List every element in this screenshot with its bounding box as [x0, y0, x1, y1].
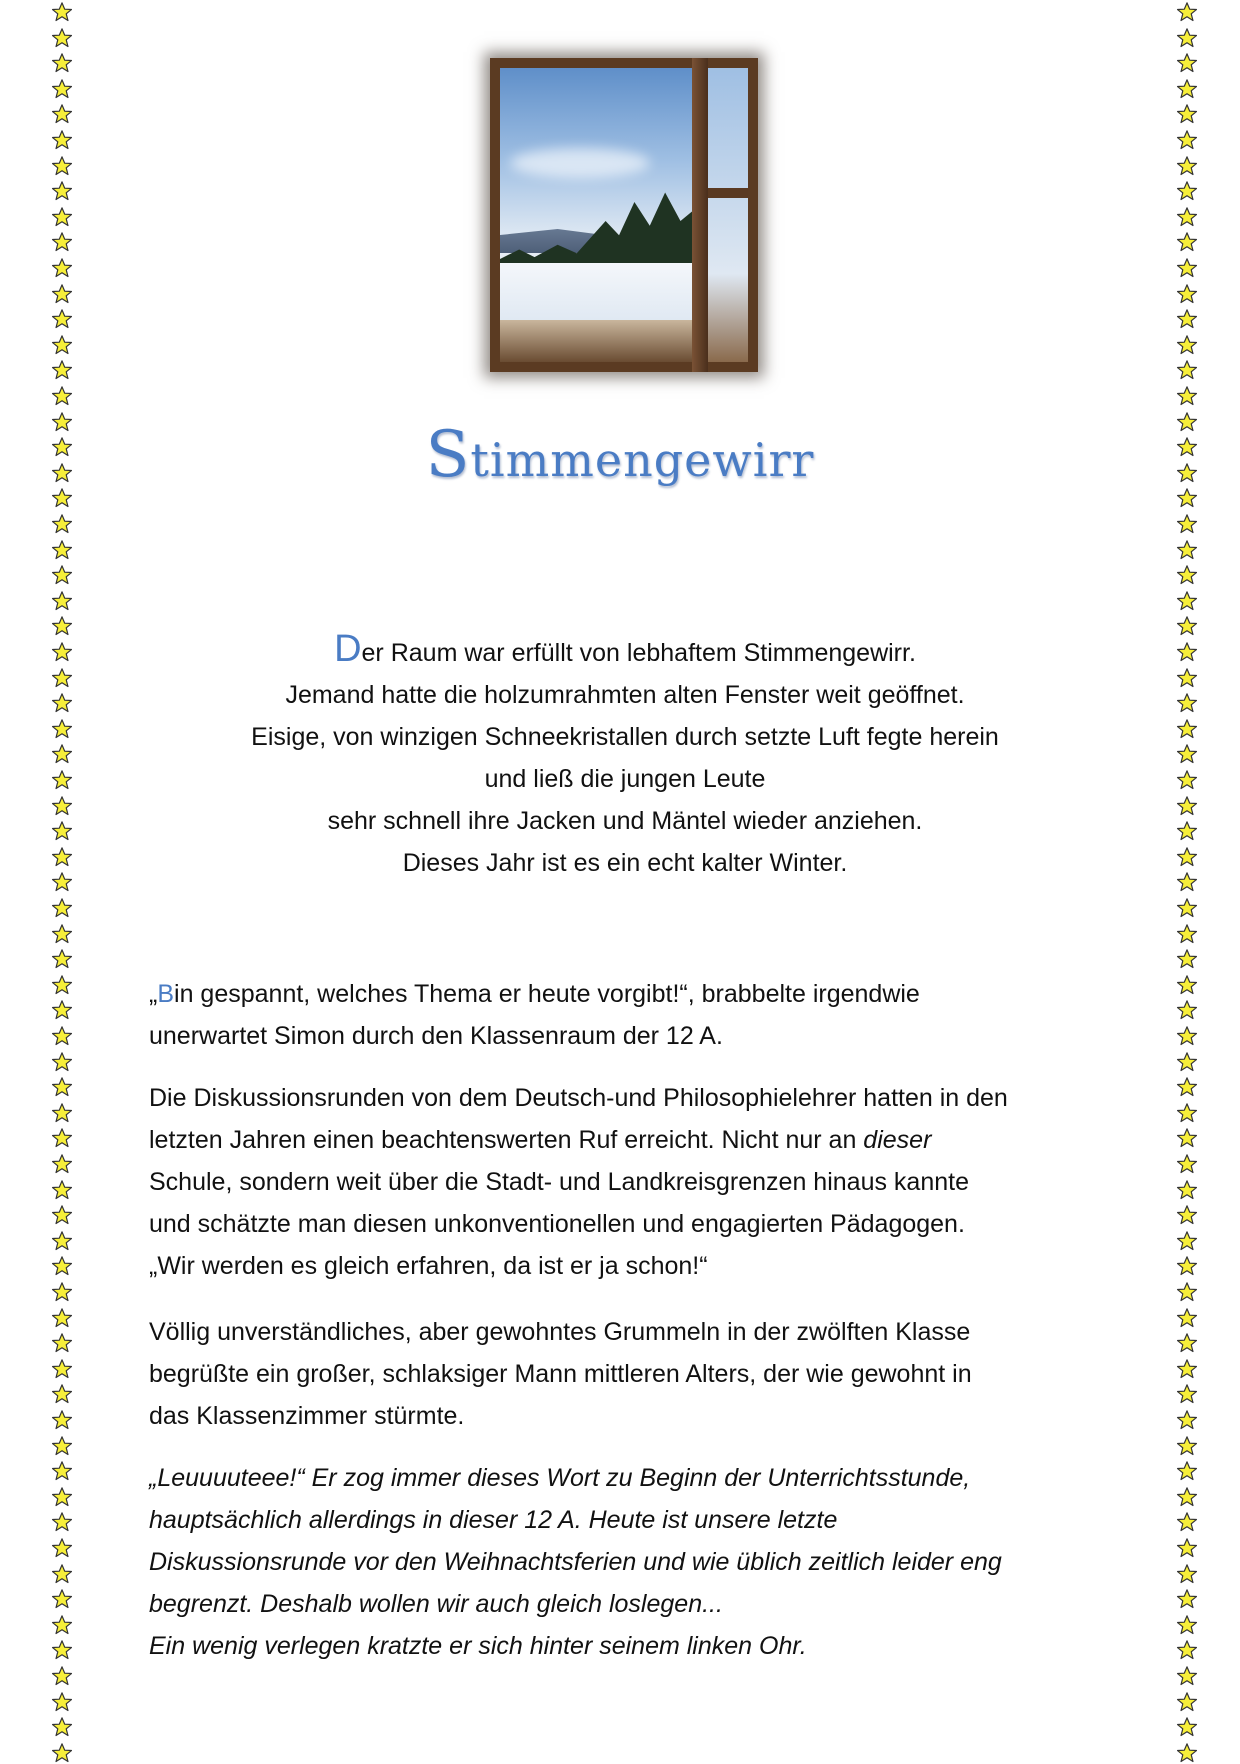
star-icon	[51, 1127, 73, 1149]
star-icon	[51, 180, 73, 202]
text-segment: letzten Jahren einen beachtenswerten Ruf erreicht. Nicht nur an	[149, 1126, 864, 1154]
star-icon	[1176, 564, 1198, 586]
star-icon	[1176, 1076, 1198, 1098]
star-icon	[51, 1716, 73, 1738]
text-line: und schätzte man diesen unkonventionellen und engagierten Pädagogen.	[149, 1210, 965, 1238]
star-icon	[51, 1332, 73, 1354]
star-icon	[1176, 1153, 1198, 1175]
star-icon	[51, 513, 73, 535]
star-icon	[1176, 1486, 1198, 1508]
star-icon	[1176, 1307, 1198, 1329]
star-icon	[1176, 1691, 1198, 1713]
photo-side-pane	[708, 68, 748, 362]
photo-window-sill	[500, 320, 692, 362]
text-line: das Klassenzimmer stürmte.	[149, 1402, 465, 1430]
intro-first-line: er Raum war erfüllt von lebhaftem Stimmengewirr.	[361, 639, 916, 667]
star-icon	[51, 1281, 73, 1303]
star-icon	[51, 1102, 73, 1124]
star-icon	[1176, 897, 1198, 919]
star-icon	[51, 923, 73, 945]
text-line	[149, 1119, 1099, 1161]
star-icon	[51, 539, 73, 561]
star-icon	[1176, 1435, 1198, 1457]
text-line: begrenzt. Deshalb wollen wir auch gleich loslegen...	[149, 1590, 723, 1618]
star-icon	[51, 129, 73, 151]
star-icon	[51, 359, 73, 381]
star-icon	[51, 974, 73, 996]
star-icon	[51, 1025, 73, 1047]
quote-mark: „	[149, 980, 158, 1008]
star-icon	[1176, 1358, 1198, 1380]
star-icon	[51, 1383, 73, 1405]
star-icon	[1176, 308, 1198, 330]
photo-snow	[500, 263, 692, 323]
star-icon	[51, 1537, 73, 1559]
page-title	[0, 418, 1240, 492]
star-icon	[1176, 1537, 1198, 1559]
star-icon	[1176, 1639, 1198, 1661]
star-icon	[1176, 385, 1198, 407]
star-icon	[51, 1307, 73, 1329]
paragraph-4	[149, 1457, 1099, 1667]
star-icon	[1176, 1127, 1198, 1149]
intro-line: Eisige, von winzigen Schneekristallen durch setzte Luft fegte herein	[251, 723, 999, 751]
star-icon	[1176, 1102, 1198, 1124]
star-icon	[51, 1665, 73, 1687]
star-icon	[1176, 1281, 1198, 1303]
star-icon	[1176, 52, 1198, 74]
emphasis-text: dieser	[863, 1126, 932, 1154]
text-line: Die Diskussionsrunden von dem Deutsch-und Philosophielehrer hatten in den	[149, 1084, 1008, 1112]
text-line: begrüßte ein großer, schlaksiger Mann mittleren Alters, der wie gewohnt in	[149, 1360, 972, 1388]
star-icon	[1176, 257, 1198, 279]
star-icon	[51, 308, 73, 330]
star-icon	[1176, 1588, 1198, 1610]
intro-line	[0, 628, 1240, 674]
star-icon	[51, 206, 73, 228]
star-icon	[51, 1179, 73, 1201]
star-icon	[1176, 103, 1198, 125]
star-icon	[51, 1435, 73, 1457]
star-icon	[51, 897, 73, 919]
title-rest: timmengewirr	[470, 433, 815, 487]
star-icon	[1176, 1255, 1198, 1277]
intro-line: Dieses Jahr ist es ein echt kalter Winter.	[402, 849, 848, 877]
intro-line: und ließ die jungen Leute	[484, 765, 766, 793]
star-icon	[51, 1588, 73, 1610]
text-line: Ein wenig verlegen kratzte er sich hinter seinem linken Ohr.	[149, 1632, 807, 1660]
star-icon	[1176, 1204, 1198, 1226]
text-segment: in gespannt, welches Thema er heute vorgibt!“, brabbelte irgendwie	[174, 980, 920, 1008]
star-icon	[1176, 539, 1198, 561]
star-icon	[1176, 1051, 1198, 1073]
star-icon	[51, 564, 73, 586]
star-icon	[51, 1, 73, 23]
paragraph-initial: B	[157, 980, 175, 1008]
star-icon	[51, 1204, 73, 1226]
star-icon	[51, 1230, 73, 1252]
photo-cloud	[510, 148, 650, 178]
paragraph-3	[149, 1311, 1099, 1437]
star-icon	[1176, 974, 1198, 996]
star-icon	[51, 1486, 73, 1508]
star-icon	[51, 103, 73, 125]
star-icon	[1176, 180, 1198, 202]
star-icon	[1176, 1716, 1198, 1738]
star-icon	[1176, 1409, 1198, 1431]
star-icon	[51, 27, 73, 49]
star-icon	[1176, 283, 1198, 305]
star-icon	[1176, 590, 1198, 612]
star-icon	[1176, 1025, 1198, 1047]
star-icon	[51, 1051, 73, 1073]
star-icon	[1176, 999, 1198, 1021]
window-winter-photo	[490, 58, 758, 372]
star-icon	[1176, 27, 1198, 49]
paragraph-1	[149, 973, 1099, 1057]
star-icon	[1176, 1230, 1198, 1252]
star-icon	[51, 1639, 73, 1661]
star-icon	[51, 385, 73, 407]
star-icon	[1176, 155, 1198, 177]
star-icon	[1176, 923, 1198, 945]
star-icon	[1176, 1511, 1198, 1533]
star-icon	[1176, 334, 1198, 356]
star-icon	[1176, 1460, 1198, 1482]
star-icon	[51, 334, 73, 356]
drop-cap: D	[334, 628, 362, 670]
star-icon	[1176, 1665, 1198, 1687]
intro-line: Jemand hatte die holzumrahmten alten Fenster weit geöffnet.	[285, 681, 965, 709]
star-icon	[51, 257, 73, 279]
star-icon	[51, 52, 73, 74]
star-icon	[51, 1076, 73, 1098]
star-icon	[51, 1153, 73, 1175]
star-icon	[1176, 129, 1198, 151]
star-icon	[51, 999, 73, 1021]
star-icon	[51, 283, 73, 305]
star-icon	[51, 1563, 73, 1585]
text-line: Schule, sondern weit über die Stadt- und Landkreisgrenzen hinaus kannte	[149, 1168, 969, 1196]
text-line: hauptsächlich allerdings in dieser 12 A. Heute ist unsere letzte	[149, 1506, 838, 1534]
star-icon	[51, 1460, 73, 1482]
text-line: „Leuuuuteee!“ Er zog immer dieses Wort zu Beginn der Unterrichtsstunde,	[149, 1464, 971, 1492]
star-icon	[1176, 513, 1198, 535]
star-icon	[51, 1255, 73, 1277]
star-icon	[51, 1511, 73, 1533]
star-icon	[1176, 1563, 1198, 1585]
intro-stanza	[0, 628, 1240, 884]
star-icon	[51, 231, 73, 253]
text-line	[149, 973, 1099, 1015]
title-initial: S	[425, 418, 471, 492]
star-icon	[1176, 1614, 1198, 1636]
star-icon	[1176, 1179, 1198, 1201]
star-icon	[1176, 78, 1198, 100]
star-icon	[51, 1409, 73, 1431]
star-icon	[51, 155, 73, 177]
star-icon	[51, 1614, 73, 1636]
star-icon	[1176, 1, 1198, 23]
text-line: unerwartet Simon durch den Klassenraum der 12 A.	[149, 1022, 723, 1050]
star-icon	[1176, 231, 1198, 253]
text-line: Diskussionsrunde vor den Weihnachtsferien und wie üblich zeitlich leider eng	[149, 1548, 1002, 1576]
star-icon	[1176, 1332, 1198, 1354]
star-icon	[51, 948, 73, 970]
star-icon	[51, 78, 73, 100]
star-icon	[1176, 206, 1198, 228]
star-icon	[1176, 359, 1198, 381]
photo-window-frame	[692, 58, 708, 372]
star-icon	[1176, 1383, 1198, 1405]
star-icon	[51, 1358, 73, 1380]
paragraph-2	[149, 1077, 1099, 1287]
intro-line: sehr schnell ihre Jacken und Mäntel wieder anziehen.	[327, 807, 923, 835]
text-line: Völlig unverständliches, aber gewohntes Grummeln in der zwölften Klasse	[149, 1318, 971, 1346]
star-icon	[51, 590, 73, 612]
star-icon	[51, 1691, 73, 1713]
star-icon	[1176, 948, 1198, 970]
text-line: „Wir werden es gleich erfahren, da ist er ja schon!“	[149, 1252, 708, 1280]
photo-frame-bar	[708, 188, 748, 198]
